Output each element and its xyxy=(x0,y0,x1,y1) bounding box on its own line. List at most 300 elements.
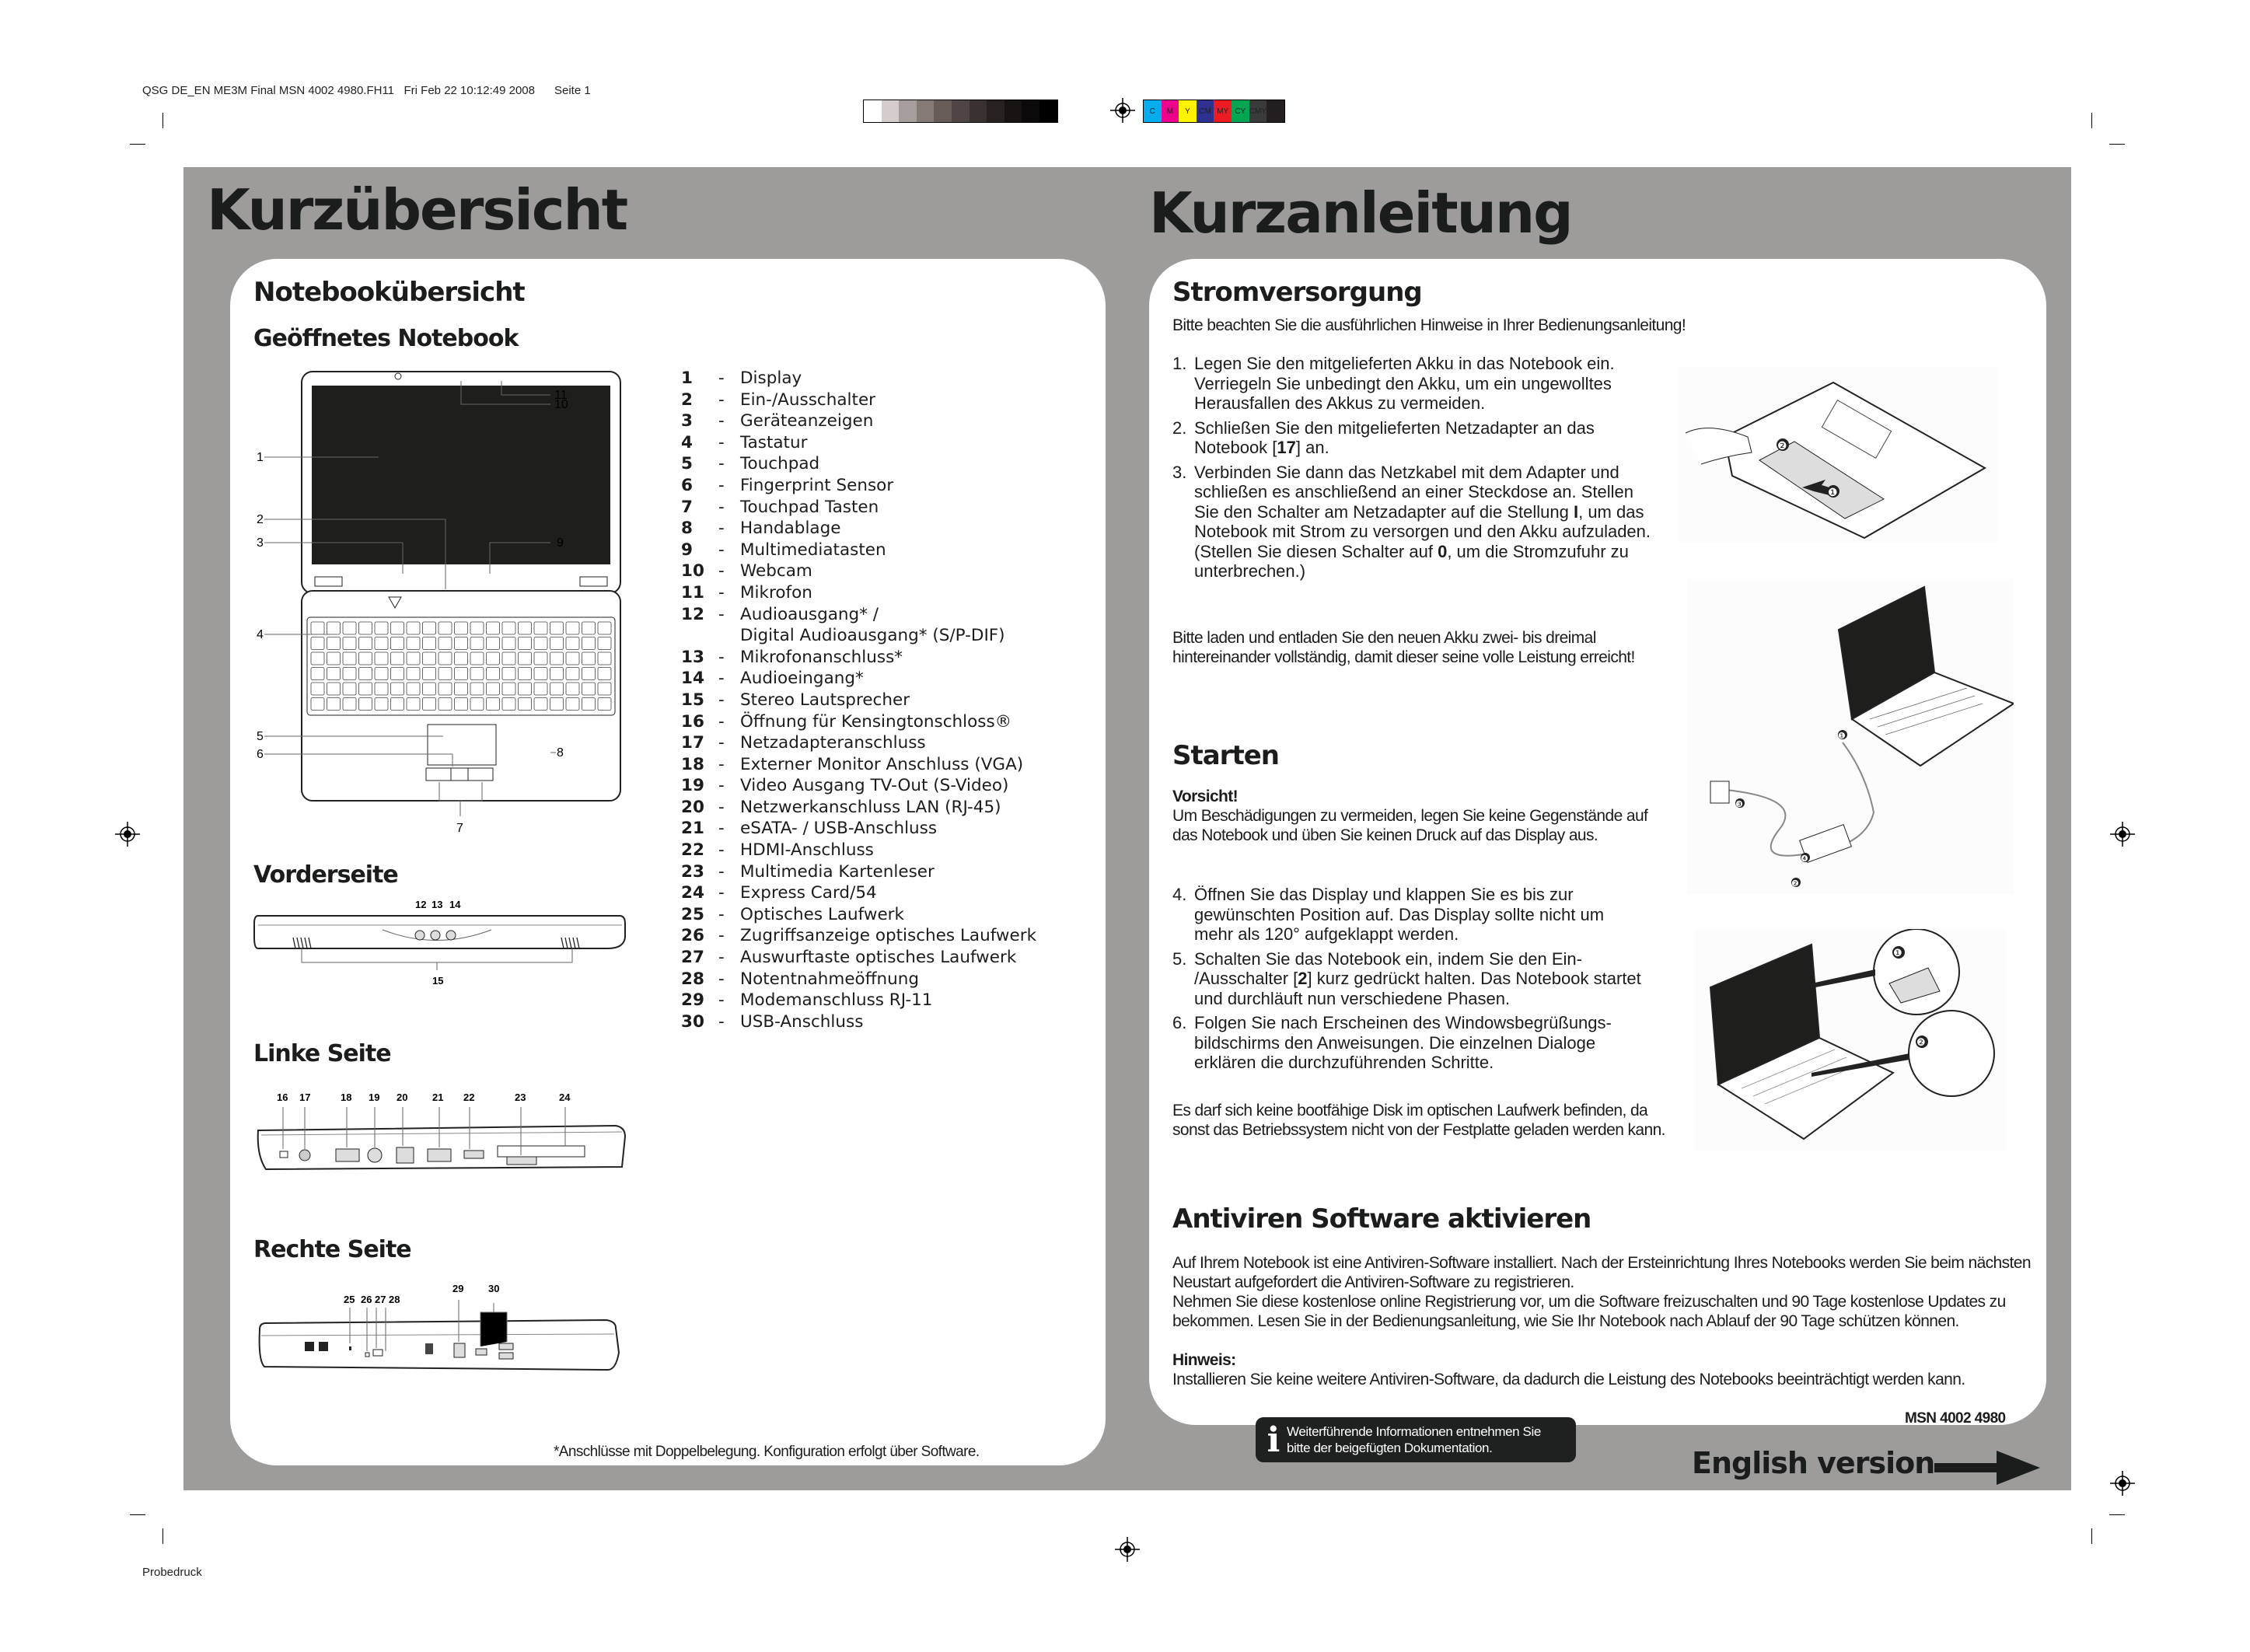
keyboard-key xyxy=(359,683,372,695)
start-steps xyxy=(1172,885,1653,1077)
legend-number: 14 xyxy=(681,669,704,689)
gray-swatch xyxy=(1039,100,1057,122)
keyboard-key xyxy=(391,637,404,650)
page-title-right: Kurzanleitung xyxy=(1149,180,1572,246)
legend-item xyxy=(681,647,1036,669)
legend-dash: - xyxy=(718,497,725,517)
keyboard-key xyxy=(550,652,564,665)
legend-number: 2 xyxy=(681,389,693,410)
legend-label: Ein-/Ausschalter xyxy=(740,389,876,410)
registration-mark-icon xyxy=(2110,822,2135,847)
legend-number: 19 xyxy=(681,776,704,796)
keyboard-key xyxy=(455,637,468,650)
step-4: 4. Öffnen Sie das Display und klappen Sie es bis zur gewünschten Position auf. Das Display sollte nicht um mehr als 120° aufgeklappt werden. xyxy=(1172,885,1605,944)
keyboard-key xyxy=(550,683,564,695)
legend-label: Öffnung für Kensingtonschloss® xyxy=(740,711,1012,732)
legend-number: 1 xyxy=(681,368,693,388)
section-title: Notebookübersicht xyxy=(253,277,525,308)
keyboard-key xyxy=(550,698,564,711)
keyboard-key xyxy=(407,652,420,665)
legend-item xyxy=(681,711,1036,733)
keyboard-key xyxy=(470,637,484,650)
msn-number: MSN 4002 4980 xyxy=(1905,1410,2006,1427)
legend-item xyxy=(681,475,1036,497)
legend-item xyxy=(681,561,1036,582)
gray-swatch xyxy=(864,100,882,122)
keyboard-key xyxy=(550,622,564,634)
keyboard-key xyxy=(311,652,324,665)
color-swatch-cy: CY xyxy=(1232,100,1249,122)
crop-mark xyxy=(162,113,163,128)
legend-label: Tastatur xyxy=(740,432,808,452)
left-side-diagram xyxy=(250,1085,631,1186)
legend-item xyxy=(681,389,1036,411)
callout-15: 15 xyxy=(432,975,444,987)
keyboard-key xyxy=(311,622,324,634)
keyboard-key xyxy=(566,683,579,695)
legend-label: USB-Anschluss xyxy=(740,1011,864,1032)
legend-item xyxy=(681,540,1036,561)
callout-24: 24 xyxy=(559,1091,571,1103)
info-icon: i xyxy=(1266,1420,1280,1460)
keyboard-key xyxy=(343,698,356,711)
legend-number xyxy=(681,625,718,647)
keyboard-key xyxy=(502,622,515,634)
gray-swatch xyxy=(970,100,987,122)
keyboard-key xyxy=(534,668,547,680)
legend-dash: - xyxy=(718,669,725,689)
legend-dash: - xyxy=(718,904,725,924)
keyboard-key xyxy=(582,637,596,650)
keyboard-key xyxy=(391,622,404,634)
open-marker-1: ❶ xyxy=(1893,947,1902,959)
legend-label: HDMI-Anschluss xyxy=(740,840,874,861)
keyboard-key xyxy=(438,622,452,634)
crop-mark xyxy=(162,1528,163,1544)
adapter-marker-3: ❸ xyxy=(1735,800,1743,809)
keyboard-key xyxy=(519,622,532,634)
legend-item xyxy=(681,410,1036,432)
open-marker-2: ❷ xyxy=(1916,1036,1926,1048)
legend-dash: - xyxy=(718,861,725,882)
antivirus-heading: Antiviren Software aktivieren xyxy=(1172,1203,1591,1235)
power-heading: Stromversorgung xyxy=(1172,277,1422,308)
gray-color-bar xyxy=(863,100,1058,123)
legend-number: 7 xyxy=(681,497,693,517)
keyboard-key xyxy=(438,637,452,650)
keyboard-key xyxy=(487,622,500,634)
open-notebook-illustration xyxy=(1695,929,2006,1151)
keyboard-key xyxy=(502,683,515,695)
battery-marker-1: ❶ xyxy=(1828,486,1838,498)
crop-mark xyxy=(2091,1528,2092,1544)
keyboard-key xyxy=(470,668,484,680)
crop-mark xyxy=(2109,1514,2125,1515)
keyboard-key xyxy=(502,668,515,680)
keyboard-key xyxy=(534,683,547,695)
legend-item xyxy=(681,882,1036,904)
callout-18: 18 xyxy=(341,1091,352,1103)
keyboard-key xyxy=(327,698,341,711)
color-swatch-cm: CM xyxy=(1197,100,1214,122)
antivirus-para-2: Nehmen Sie diese kostenlose online Registrierung vor, um die Software freizuschalten und 90 Tage kostenlose Updates zu bekommen. Lesen Sie in der Bedienungsanleitung, wie Sie Ihr Notebook nach Ablauf der 90 Tage schützen können. xyxy=(1172,1293,2006,1330)
keyboard-key xyxy=(534,637,547,650)
legend-item xyxy=(681,861,1036,883)
keyboard-key xyxy=(391,683,404,695)
callout-14: 14 xyxy=(449,899,461,910)
keyboard-key xyxy=(359,668,372,680)
legend-item xyxy=(681,732,1036,754)
keyboard-key xyxy=(550,668,564,680)
legend-label: Audioeingang* xyxy=(740,669,864,689)
legend-dash: - xyxy=(718,454,725,474)
step-6: 6. Folgen Sie nach Erscheinen des Windowsbegrüßungs-bildschirms den Anweisungen. Die einzelnen Dialoge erklären die durchzuführenden Schritte. xyxy=(1172,1013,1612,1072)
legend-dash: - xyxy=(718,776,725,796)
legend-dash: - xyxy=(718,711,725,732)
keyboard-key xyxy=(519,668,532,680)
keyboard-key xyxy=(566,698,579,711)
legend-label: Handablage xyxy=(740,519,841,539)
gray-swatch xyxy=(917,100,935,122)
callout-2: 2 xyxy=(257,513,264,526)
start-heading: Starten xyxy=(1172,740,1279,771)
legend-item xyxy=(681,625,1036,647)
keyboard-key xyxy=(438,652,452,665)
keyboard-key xyxy=(311,683,324,695)
legend-number: 26 xyxy=(681,926,704,946)
callout-30: 30 xyxy=(488,1283,500,1294)
keyboard-key xyxy=(343,637,356,650)
color-swatch-y: Y xyxy=(1179,100,1197,122)
legend-dash: - xyxy=(718,582,725,602)
info-box xyxy=(1256,1417,1576,1462)
keyboard-key xyxy=(598,637,611,650)
legend-label: Mikrofon xyxy=(740,582,812,602)
legend-label: Touchpad xyxy=(740,454,820,474)
callout-8: 8 xyxy=(557,746,564,760)
legend-dash: - xyxy=(718,1011,725,1032)
crop-mark xyxy=(130,1514,145,1515)
legend-label: Externer Monitor Anschluss (VGA) xyxy=(740,754,1024,774)
open-notebook-diagram xyxy=(249,365,684,863)
callout-20: 20 xyxy=(397,1091,408,1103)
keyboard-key xyxy=(375,652,388,665)
legend-number: 15 xyxy=(681,690,704,710)
legend-dash: - xyxy=(718,604,725,624)
callout-10: 10 xyxy=(554,398,568,411)
legend-number: 25 xyxy=(681,904,704,924)
antivirus-note-text: Installieren Sie keine weitere Antiviren-Software, da dadurch die Leistung des Notebooks beeinträchtigt werden kann. xyxy=(1172,1371,1965,1388)
legend-label: Mikrofonanschluss* xyxy=(740,647,903,667)
antivirus-note-title: Hinweis: xyxy=(1172,1351,1236,1369)
keyboard-key xyxy=(487,683,500,695)
keyboard-key xyxy=(582,652,596,665)
legend-dash: - xyxy=(718,733,725,753)
keyboard-key xyxy=(327,668,341,680)
legend-number: 5 xyxy=(681,454,693,474)
legend-number: 11 xyxy=(681,582,704,602)
keyboard-key xyxy=(598,652,611,665)
keyboard-key xyxy=(582,622,596,634)
step-5: 5. Schalten Sie das Notebook ein, indem Sie den Ein- /Ausschalter [2] kurz gedrückt halten. Das Notebook startet und durchläuft nun verschiedene Phasen. xyxy=(1172,948,1641,1008)
legend-number: 30 xyxy=(681,1011,704,1032)
legend-item xyxy=(681,840,1036,861)
keyboard-key xyxy=(407,668,420,680)
legend-item xyxy=(681,368,1036,389)
keyboard-key xyxy=(343,652,356,665)
keyboard-key xyxy=(438,698,452,711)
legend-dash: - xyxy=(718,519,725,539)
callout-23: 23 xyxy=(515,1091,526,1103)
legend-dash: - xyxy=(718,561,725,582)
keyboard-key xyxy=(375,683,388,695)
legend-number: 23 xyxy=(681,861,704,882)
touchpad xyxy=(428,725,496,765)
color-swatch-m: M xyxy=(1162,100,1179,122)
legend-item xyxy=(681,754,1036,776)
caution-text: Um Beschädigungen zu vermeiden, legen Sie keine Gegenstände auf das Notebook und üben Sie keinen Druck auf das Display aus. xyxy=(1172,807,1648,844)
caution-title: Vorsicht! xyxy=(1172,788,1239,805)
keyboard-key xyxy=(327,683,341,695)
step-1: 1. Legen Sie den mitgelieferten Akku in das Notebook ein. Verriegeln Sie unbedingt den Akku, um ein ungewolltes Herausfallen des Akkus zu vermeiden. xyxy=(1172,354,1615,413)
right-side-heading: Rechte Seite xyxy=(253,1236,411,1263)
keyboard-key xyxy=(327,652,341,665)
keyboard-key xyxy=(519,637,532,650)
keyboard-key xyxy=(455,668,468,680)
legend-label: Netzwerkanschluss LAN (RJ-45) xyxy=(740,797,1001,817)
keyboard-key xyxy=(582,698,596,711)
keyboard-key xyxy=(519,698,532,711)
keyboard-key xyxy=(343,668,356,680)
right-side-diagram xyxy=(250,1275,631,1384)
legend-label: Notentnahmeöffnung xyxy=(740,969,920,989)
legend-dash: - xyxy=(718,754,725,774)
callout-3: 3 xyxy=(257,536,264,550)
legend-label: Multimedia Kartenleser xyxy=(740,861,935,882)
legend-item xyxy=(681,518,1036,540)
keyboard-key xyxy=(343,683,356,695)
battery-insert-illustration xyxy=(1678,367,1998,543)
keyboard-key xyxy=(391,668,404,680)
adapter-marker-4: ❹ xyxy=(1801,854,1808,864)
callout-25: 25 xyxy=(344,1294,355,1305)
legend-item xyxy=(681,690,1036,711)
color-swatch-c: C xyxy=(1144,100,1162,122)
legend-dash xyxy=(718,625,740,647)
legend-item xyxy=(681,1011,1036,1033)
legend-item xyxy=(681,432,1036,454)
legend-number: 28 xyxy=(681,969,704,989)
keyboard-key xyxy=(375,668,388,680)
keyboard-key xyxy=(470,698,484,711)
keyboard-key xyxy=(487,637,500,650)
legend-label: Optisches Laufwerk xyxy=(740,904,904,924)
legend-dash: - xyxy=(718,432,725,452)
keyboard-key xyxy=(423,683,436,695)
keyboard-key xyxy=(566,652,579,665)
keyboard-key xyxy=(407,622,420,634)
keyboard-key xyxy=(423,668,436,680)
keyboard-key xyxy=(438,668,452,680)
keyboard-key xyxy=(327,622,341,634)
english-version-link[interactable]: English version xyxy=(1692,1446,1935,1480)
callout-4: 4 xyxy=(257,628,264,641)
legend-dash: - xyxy=(718,475,725,495)
power-adapter-illustration xyxy=(1687,579,2014,894)
registration-mark-icon xyxy=(1115,1537,1140,1562)
legend-label: Video Ausgang TV-Out (S-Video) xyxy=(740,776,1009,796)
keyboard-key xyxy=(407,637,420,650)
left-side-heading: Linke Seite xyxy=(253,1040,391,1067)
legend-item xyxy=(681,947,1036,969)
keyboard-key xyxy=(343,622,356,634)
legend-item xyxy=(681,604,1036,626)
crop-mark xyxy=(130,144,145,145)
power-intro: Bitte beachten Sie die ausführlichen Hinweise in Ihrer Bedienungsanleitung! xyxy=(1172,316,1686,334)
callout-28: 28 xyxy=(389,1294,400,1305)
print-slug: QSG DE_EN ME3M Final MSN 4002 4980.FH11 Fri Feb 22 10:12:49 2008 Seite 1 xyxy=(142,84,591,97)
keyboard-key xyxy=(423,698,436,711)
legend-dash: - xyxy=(718,368,725,388)
legend-number: 9 xyxy=(681,540,693,560)
keyboard-key xyxy=(566,622,579,634)
page-title-left: Kurzübersicht xyxy=(207,177,627,243)
callout-21: 21 xyxy=(432,1091,444,1103)
callout-29: 29 xyxy=(452,1283,464,1294)
keyboard-key xyxy=(327,637,341,650)
crop-mark xyxy=(2109,144,2125,145)
gray-swatch xyxy=(882,100,900,122)
legend-number: 4 xyxy=(681,432,693,452)
legend-dash: - xyxy=(718,540,725,560)
callout-16: 16 xyxy=(277,1091,288,1103)
antivirus-para-1: Auf Ihrem Notebook ist eine Antiviren-Software installiert. Nach der Ersteinrichtung Ihres Notebooks werden Sie beim nächsten Neustart aufgefordert die Antiviren-Software zu registrieren. xyxy=(1172,1254,2031,1291)
callout-7: 7 xyxy=(456,822,463,835)
keyboard-key xyxy=(423,637,436,650)
legend-number: 29 xyxy=(681,990,704,1011)
legend-dash: - xyxy=(718,647,725,667)
legend-label: Fingerprint Sensor xyxy=(740,475,894,495)
keyboard-key xyxy=(566,637,579,650)
legend-item xyxy=(681,818,1036,840)
legend-number: 24 xyxy=(681,883,704,903)
keyboard-key xyxy=(534,698,547,711)
keyboard-key xyxy=(391,698,404,711)
legend-item xyxy=(681,904,1036,926)
keyboard-key xyxy=(598,698,611,711)
callout-19: 19 xyxy=(369,1091,380,1103)
keyboard-key xyxy=(359,698,372,711)
front-heading: Vorderseite xyxy=(253,861,398,889)
legend-number: 20 xyxy=(681,797,704,817)
registration-mark-icon xyxy=(115,822,140,847)
keyboard-key xyxy=(519,683,532,695)
legend-number: 12 xyxy=(681,604,704,624)
keyboard-key xyxy=(582,683,596,695)
registration-mark-icon xyxy=(1110,98,1135,123)
callout-9: 9 xyxy=(557,536,564,550)
keyboard-key xyxy=(598,668,611,680)
keyboard-key xyxy=(598,622,611,634)
gray-swatch xyxy=(1022,100,1039,122)
keyboard-key xyxy=(359,622,372,634)
component-legend xyxy=(681,368,1036,1032)
audio-jack xyxy=(415,931,424,940)
legend-label: Auswurftaste optisches Laufwerk xyxy=(740,948,1017,968)
legend-number: 18 xyxy=(681,754,704,774)
legend-label: Netzadapteranschluss xyxy=(740,733,926,753)
adapter-marker-2: ❷ xyxy=(1791,879,1799,889)
legend-label: Display xyxy=(740,368,802,388)
keyboard-key xyxy=(502,652,515,665)
keyboard-key xyxy=(375,698,388,711)
keyboard-key xyxy=(519,652,532,665)
boot-note: Es darf sich keine bootfähige Disk im optischen Laufwerk befinden, da sonst das Betriebssystem nicht von der Festplatte geladen werden kann. xyxy=(1172,1102,1665,1139)
gray-swatch xyxy=(899,100,917,122)
step-3: 3. Verbinden Sie dann das Netzkabel mit dem Adapter und schließen es anschließend an einer Steckdose an. Stellen Sie den Schalter am Netzadapter auf die Stellung I, um das Notebook mit Strom zu versorgen und den Akku aufzuladen. (Stellen Sie diesen Schalter auf 0, um die Stromzufuhr zu unterbrechen.) xyxy=(1172,462,1651,581)
keyboard-key xyxy=(455,683,468,695)
legend-item xyxy=(681,497,1036,519)
legend-dash: - xyxy=(718,840,725,861)
callout-5: 5 xyxy=(257,730,264,743)
keyboard-key xyxy=(311,637,324,650)
legend-label: Multimediatasten xyxy=(740,540,886,560)
keyboard-key xyxy=(550,637,564,650)
legend-label: Geräteanzeigen xyxy=(740,411,874,431)
info-text-line-2: bitte der beigefügten Dokumentation. xyxy=(1287,1441,1493,1455)
legend-label: eSATA- / USB-Anschluss xyxy=(740,819,938,839)
legend-dash: - xyxy=(718,948,725,968)
legend-item xyxy=(681,990,1036,1011)
legend-item xyxy=(681,925,1036,947)
front-view-diagram xyxy=(250,892,631,994)
legend-item xyxy=(681,797,1036,819)
power-steps xyxy=(1172,354,1653,586)
keyboard-key xyxy=(375,622,388,634)
legend-label: Audioausgang* / xyxy=(740,604,879,624)
keyboard-key xyxy=(359,652,372,665)
gray-swatch xyxy=(987,100,1004,122)
callout-13: 13 xyxy=(431,899,443,910)
registration-mark-icon xyxy=(2110,1471,2135,1496)
open-notebook-heading: Geöffnetes Notebook xyxy=(253,325,519,352)
callout-11: 11 xyxy=(554,389,568,402)
legend-dash: - xyxy=(718,926,725,946)
keyboard-key xyxy=(438,683,452,695)
legend-dash: - xyxy=(718,690,725,710)
legend-dash: - xyxy=(718,411,725,431)
info-text-line-1: Weiterführende Informationen entnehmen Sie xyxy=(1287,1424,1541,1439)
keyboard-key xyxy=(487,698,500,711)
keyboard-key xyxy=(311,698,324,711)
legend-dash: - xyxy=(718,389,725,410)
battery-marker-2: ❷ xyxy=(1777,439,1787,452)
keyboard-key xyxy=(455,652,468,665)
keyboard-key xyxy=(470,652,484,665)
callout-6: 6 xyxy=(257,748,264,761)
legend-number: 17 xyxy=(681,733,704,753)
audio-jack xyxy=(431,931,440,940)
arrow-right-icon[interactable] xyxy=(1934,1451,2040,1485)
legend-number: 27 xyxy=(681,948,704,968)
keyboard-key xyxy=(470,683,484,695)
legend-dash: - xyxy=(718,797,725,817)
legend-dash: - xyxy=(718,990,725,1011)
keyboard-key xyxy=(375,637,388,650)
step-2: 2. Schließen Sie den mitgelieferten Netzadapter an das Notebook [17] an. xyxy=(1172,417,1595,457)
legend-label: Modemanschluss RJ-11 xyxy=(740,990,933,1011)
legend-dash: - xyxy=(718,819,725,839)
